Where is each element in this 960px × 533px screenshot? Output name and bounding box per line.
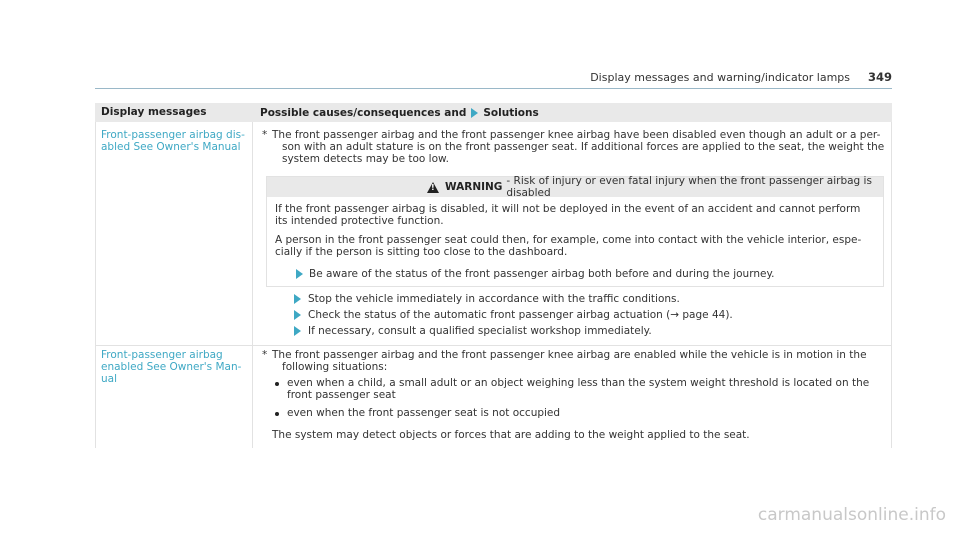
cause-line: system detects may be too low.: [282, 153, 449, 165]
col-header-display-messages: Display messages: [101, 106, 207, 118]
watermark: carmanualsonline.info: [757, 505, 946, 525]
warning-paragraph: [275, 234, 861, 258]
page-header: [0, 0, 960, 92]
bullet-item: even when the front passenger seat is not occupied: [287, 407, 561, 419]
running-title: Display messages and warning/indicator lamps: [590, 71, 850, 84]
col-header-causes-text: Possible causes/consequences and: [260, 107, 467, 119]
warning-step: Be aware of the status of the front passenger airbag both before and during the journey.: [309, 268, 775, 280]
cause-text: [272, 349, 867, 373]
warning-box: [266, 176, 884, 287]
warning-line: A person in the front passenger seat could then, for example, come into contact with the vehicle interior, espe-: [275, 234, 862, 246]
cause-text: [272, 129, 884, 165]
page-number: 349: [867, 70, 892, 84]
column-separator: [252, 122, 253, 448]
arrow-right-icon: [471, 108, 478, 118]
cause-line: The front passenger airbag and the front passenger knee airbag are enabled while the vehicle is in motion in the: [272, 349, 867, 361]
footnote-star: *: [262, 129, 268, 141]
header-rule: [95, 88, 892, 89]
warning-title: WARNING: [445, 181, 503, 193]
message-line: abled See Owner's Manual: [101, 141, 241, 153]
bullet-line: even when a child, a small adult or an object weighing less than the system weight threshold is located on the: [287, 377, 870, 389]
cause-line: following situations:: [282, 361, 388, 373]
warning-subtitle: - Risk of injury or even fatal injury when the front passenger airbag is disabled: [506, 175, 872, 199]
warning-line: If the front passenger airbag is disabled, it will not be deployed in the event of an accident and cannot perform: [275, 203, 861, 215]
footer-text: The system may detect objects or forces that are adding to the weight applied to the seat.: [272, 429, 750, 441]
table-header: [95, 103, 892, 122]
table-right-border: [891, 122, 892, 448]
warning-triangle-icon: [427, 182, 439, 193]
message-line: ual: [101, 373, 118, 385]
warning-paragraph: [275, 203, 860, 227]
step-arrow-icon: [294, 310, 301, 320]
col-header-causes: [260, 107, 539, 119]
bullet-dot: [275, 412, 279, 416]
message-line: Front-passenger airbag: [101, 349, 223, 361]
message-airbag-disabled: [101, 129, 251, 153]
message-line: enabled See Owner's Man-: [101, 361, 242, 373]
display-messages-table: [95, 103, 892, 448]
solution-step: Stop the vehicle immediately in accordance with the traffic conditions.: [308, 293, 680, 305]
step-arrow-icon: [296, 269, 303, 279]
bullet-dot: [275, 382, 279, 386]
message-airbag-enabled: [101, 349, 251, 385]
warning-header: [267, 177, 883, 197]
bullet-item: [287, 377, 869, 401]
footnote-star: *: [262, 349, 268, 361]
bullet-line: front passenger seat: [287, 389, 396, 401]
step-arrow-icon: [294, 294, 301, 304]
cause-line: The front passenger airbag and the front passenger knee airbag have been disabled even though an adult or a per-: [272, 129, 881, 141]
warning-line: cially if the person is sitting too close to the dashboard.: [275, 246, 568, 258]
solution-step: If necessary, consult a qualified specialist workshop immediately.: [308, 325, 652, 337]
row-separator: [95, 345, 892, 346]
col-header-solutions-text: Solutions: [483, 107, 539, 119]
step-arrow-icon: [294, 326, 301, 336]
warning-line: its intended protective function.: [275, 215, 444, 227]
cause-line: son with an adult stature is on the front passenger seat. If additional forces are applied to the seat, the weight the: [282, 141, 885, 153]
table-left-border: [95, 122, 96, 448]
message-line: Front-passenger airbag dis-: [101, 129, 245, 141]
solution-step: Check the status of the automatic front passenger airbag actuation (→ page 44).: [308, 309, 733, 321]
